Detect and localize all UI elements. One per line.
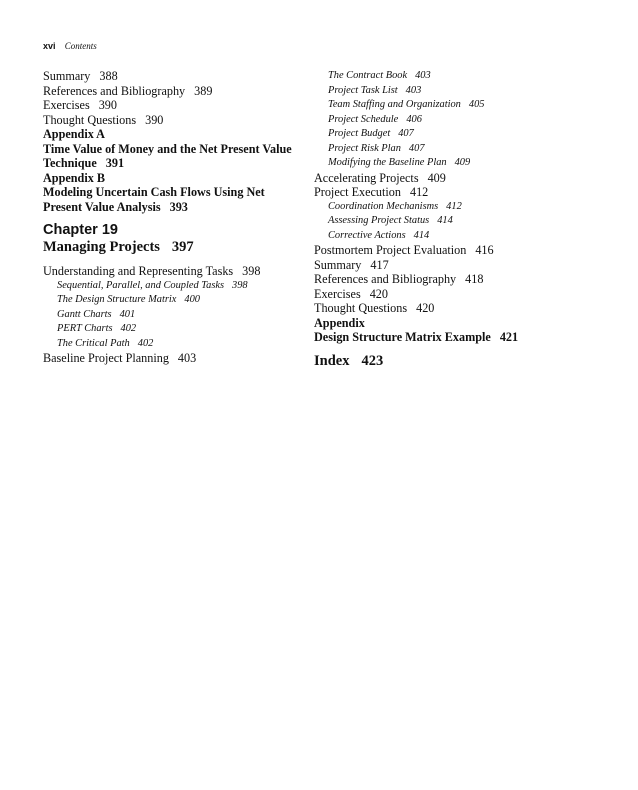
toc-entry-page: 407 [398,128,414,139]
toc-entry-page: 414 [413,229,430,241]
appendix-a-label: Appendix A [43,127,105,141]
toc-entry-page: 420 [416,301,435,315]
toc-left-before-list [43,69,305,127]
toc-entry-page: 401 [119,308,136,320]
toc-entry-title: Sequential, Parallel, and Coupled Tasks [57,279,225,291]
chapter-title-text: Managing Projects [43,239,160,255]
toc-entry-page: 406 [406,113,422,125]
toc-entry-title: Project Schedule [328,113,399,125]
toc-entry-page: 400 [184,294,200,305]
toc-entry [314,243,604,258]
toc-entry-page: 390 [98,98,117,112]
chapter-title [43,239,305,256]
toc-entry-page: 420 [369,286,388,301]
toc-entry-title: The Contract Book [328,70,408,81]
appendix-a-title-line1: Time Value of Money and the Net Present Value [43,141,292,156]
toc-subentry [43,293,305,308]
toc-entry-page: 390 [145,112,164,127]
appendix-a-title-line2 [43,156,305,171]
toc-entry-page: 403 [405,84,422,96]
toc-entry-page: 418 [465,272,484,286]
toc-entry-page: 407 [408,142,425,154]
toc-entry-page: 409 [427,170,446,185]
appendix-a-title-text: Technique [43,156,97,170]
toc-right-list [314,69,604,316]
toc-entry-title: Understanding and Representing Tasks [43,264,234,278]
toc-entry-title: References and Bibliography [43,83,186,98]
toc-entry-title: Exercises [314,286,361,301]
toc-entry-page: 403 [177,351,197,365]
toc-entry-page: 403 [415,70,431,81]
toc-entry-page: 417 [370,257,389,272]
toc-entry-title: Baseline Project Planning [43,351,169,365]
toc-entry [314,185,604,200]
toc-entry-title: Postmortem Project Evaluation [314,243,467,257]
toc-subentry [43,322,305,337]
toc-entry-page: 416 [475,243,494,257]
toc-entry-title: Project Task List [328,84,398,96]
toc-subentry [314,142,604,157]
toc-entry [43,351,305,366]
toc-entry [43,84,305,99]
toc-entry [43,264,305,279]
toc-entry-title: PERT Charts [57,323,113,334]
appendix-b-label: Appendix B [43,170,105,185]
toc-subentry [43,308,305,323]
toc-subentry [314,214,604,229]
chapter-label: Chapter 19 [43,222,118,238]
chapter-page: 397 [171,239,194,255]
toc-entry-title: The Design Structure Matrix [57,294,177,305]
toc-entry-page: 405 [468,99,485,110]
toc-entry-title: Gantt Charts [57,308,112,320]
toc-left-column [43,69,305,366]
appendix-b-title-line1: Modeling Uncertain Cash Flows Using Net [43,185,265,199]
toc-entry-title: Project Execution [314,185,401,199]
toc-subentry [43,279,305,294]
running-head: Contents [64,41,97,51]
toc-left-after-list [43,264,305,366]
toc-entry-page: 412 [409,185,429,199]
toc-entry-page: 398 [232,279,248,291]
appendix-title-text: Design Structure Matrix Example [314,330,491,344]
toc-subentry [314,84,604,99]
toc-entry-page: 414 [437,215,453,226]
index-label: Index [314,352,350,369]
index-entry [314,353,604,370]
toc-entry-title: Summary [314,257,362,272]
page-header [43,41,97,51]
appendix-b-title-text: Present Value Analysis [43,199,161,214]
toc-entry [314,171,604,186]
toc-entry-page: 412 [446,200,462,212]
toc-right-column [314,69,604,370]
toc-subentry [314,156,604,171]
toc-entry-page: 388 [99,69,118,83]
toc-entry [43,98,305,113]
toc-entry-title: Project Risk Plan [328,142,401,154]
toc-entry-page: 398 [242,264,261,278]
toc-subentry [43,337,305,352]
toc-entry [314,287,604,302]
toc-entry [314,258,604,273]
toc-entry-title: Team Staffing and Organization [328,99,461,110]
toc-entry-title: Summary [43,69,91,83]
page-folio: xvi [43,41,56,51]
toc-entry-title: Modifying the Baseline Plan [328,157,447,168]
toc-entry-page: 402 [137,337,154,349]
appendix-a-page: 391 [105,156,125,170]
toc-entry [43,69,305,84]
toc-entry [314,272,604,287]
appendix-title [314,330,604,345]
index-page: 423 [361,352,384,369]
appendix-b-title-line2 [43,200,305,215]
toc-entry-page: 409 [454,157,471,168]
toc-subentry [314,229,604,244]
toc-entry-title: Corrective Actions [328,229,406,241]
toc-entry-title: The Critical Path [57,337,130,349]
toc-entry-title: Coordination Mechanisms [328,200,439,212]
toc-entry-page: 402 [120,323,137,334]
toc-entry-title: Thought Questions [43,112,137,127]
toc-entry-title: Accelerating Projects [314,170,419,185]
toc-entry [43,113,305,128]
toc-entry-title: Project Budget [328,128,391,139]
toc-subentry [314,200,604,215]
toc-subentry [314,127,604,142]
toc-subentry [314,98,604,113]
toc-entry-title: Thought Questions [314,301,408,315]
appendix-page: 421 [499,330,519,344]
toc-entry-title: Exercises [43,98,90,112]
toc-subentry [314,113,604,128]
toc-entry-title: References and Bibliography [314,272,457,286]
toc-subentry [314,69,604,84]
toc-entry-page: 389 [194,83,213,98]
appendix-label: Appendix [314,315,365,330]
toc-entry [314,301,604,316]
toc-entry-title: Assessing Project Status [328,215,430,226]
appendix-b-page: 393 [169,199,188,214]
